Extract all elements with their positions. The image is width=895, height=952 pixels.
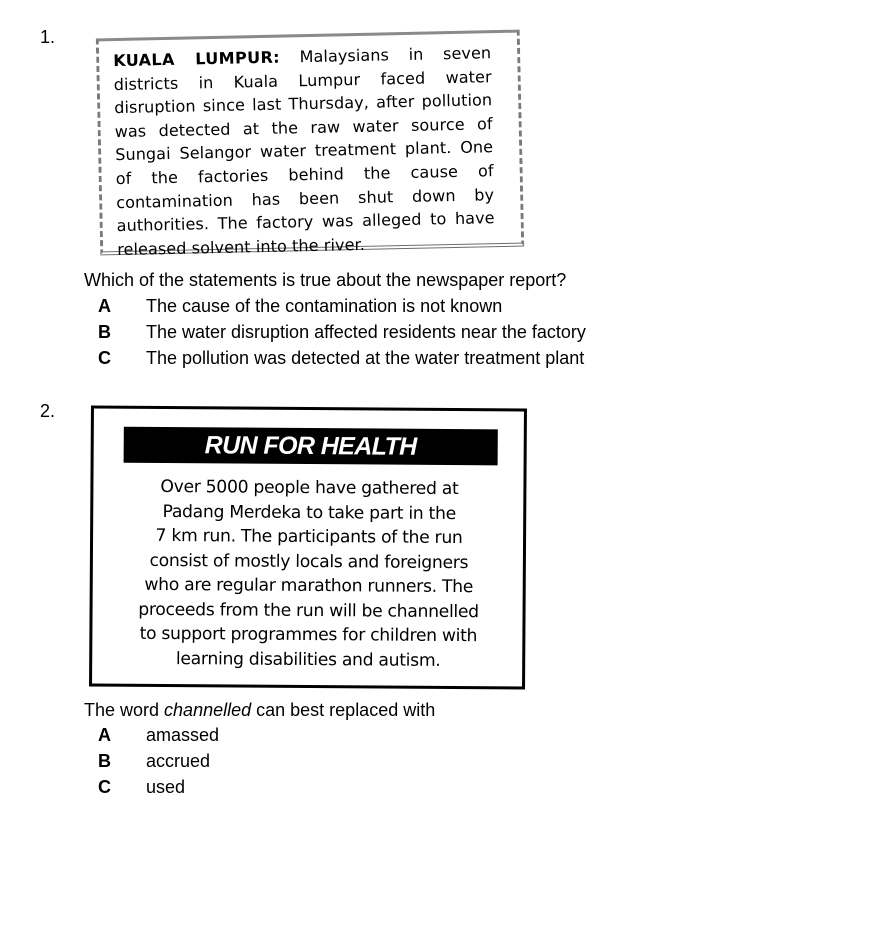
option-text: amassed — [146, 725, 220, 745]
clipping-2-line: consist of mostly locals and foreigners — [149, 550, 469, 573]
question-1-number: 1. — [40, 27, 56, 47]
clipping-1-body: Malaysians in seven districts in Kuala Lumpur faced water disruption since last Thursday, after pollution was detected at the raw water source of Sungai Selangor water treatment plant. One of the factories behind the cause of contamination has been shut down by authorities. The factory was alleged to have released solvent into the river. — [113, 43, 495, 259]
clipping-2-line: Padang Merdeka to take part in the — [162, 501, 456, 524]
stem-keyword: channelled — [164, 700, 252, 720]
option-text: accrued — [146, 751, 211, 771]
clipping-1-text — [113, 41, 495, 261]
clipping-1-dateline: KUALA LUMPUR: — [113, 47, 281, 71]
question-1-option-a[interactable] — [98, 296, 502, 317]
clipping-2-line: learning disabilities and autism. — [175, 648, 441, 671]
clipping-2-line: who are regular marathon runners. The — [144, 574, 474, 598]
question-2-option-a[interactable] — [98, 725, 219, 746]
option-letter: B — [98, 751, 111, 771]
option-text: The pollution was detected at the water treatment plant — [146, 348, 585, 368]
newspaper-clipping-2 — [89, 405, 527, 689]
option-letter: A — [98, 296, 111, 316]
option-letter: C — [98, 348, 111, 368]
clipping-2-line: to support programmes for children with — [139, 623, 478, 647]
question-1-option-c[interactable] — [98, 348, 584, 369]
newspaper-clipping-1 — [96, 30, 524, 259]
option-letter: C — [98, 777, 111, 797]
question-2-stem — [84, 700, 435, 721]
clipping-2-body — [100, 475, 517, 674]
clipping-2-headline: RUN FOR HEALTH — [124, 427, 498, 466]
option-text: The cause of the contamination is not known — [146, 296, 503, 316]
stem-text: The word — [84, 700, 165, 720]
stem-text: can best replaced with — [251, 700, 436, 720]
question-1-option-b[interactable] — [98, 322, 586, 343]
option-letter: B — [98, 322, 111, 342]
option-letter: A — [98, 725, 111, 745]
question-2-option-b[interactable] — [98, 751, 210, 772]
option-text: used — [146, 777, 186, 797]
question-2-option-c[interactable] — [98, 777, 185, 798]
clipping-2-line: Over 5000 people have gathered at — [160, 476, 459, 500]
question-2-number: 2. — [40, 401, 56, 421]
clipping-2-line: proceeds from the run will be channelled — [138, 599, 479, 622]
option-text: The water disruption affected residents near the factory — [146, 322, 586, 342]
question-1-stem: Which of the statements is true about the newspaper report? — [84, 270, 567, 290]
clipping-2-line: 7 km run. The participants of the run — [155, 525, 463, 549]
